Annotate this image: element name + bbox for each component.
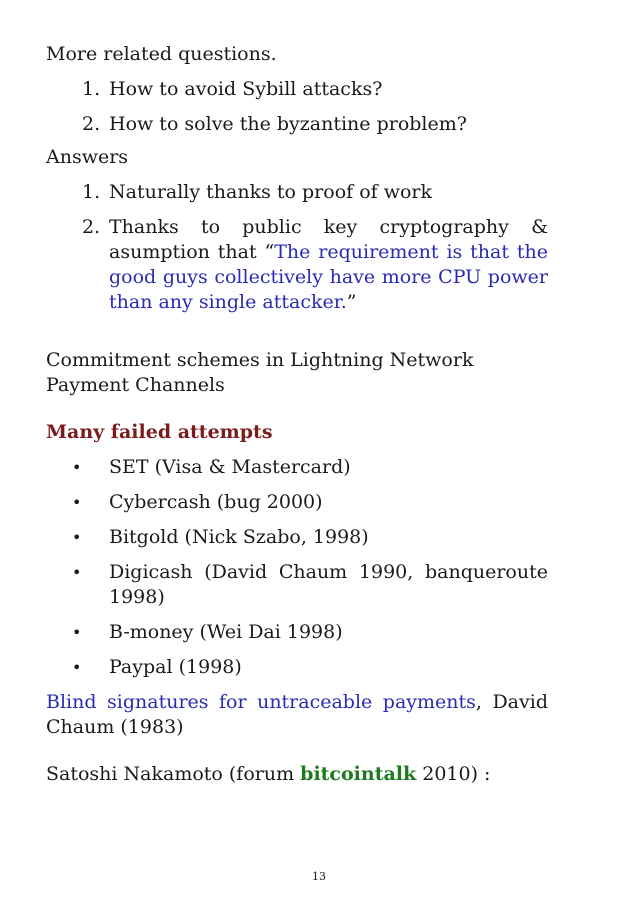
intro-text: More related questions. <box>46 43 277 65</box>
list-item <box>46 215 548 315</box>
blind-signatures-link[interactable]: Blind signatures for untraceable payments <box>46 691 476 713</box>
failed-attempts-list <box>46 455 548 680</box>
commitment-line-2: Payment Channels <box>46 374 225 396</box>
answer-text: Naturally thanks to proof of work <box>109 181 433 203</box>
list-item <box>46 620 548 645</box>
satoshi-text-after: 2010) : <box>416 763 491 785</box>
list-item <box>46 112 548 137</box>
answers-heading: Answers <box>46 146 129 168</box>
list-number: 1. <box>82 181 101 203</box>
list-item <box>46 560 548 610</box>
attempt-text: Digicash (David Chaum 1990, banqueroute 1998) <box>109 561 548 608</box>
bullet-icon: • <box>72 493 82 512</box>
list-item <box>46 77 548 102</box>
satoshi-paragraph <box>46 762 548 787</box>
quote-open: “ <box>264 241 275 263</box>
bullet-icon: • <box>72 563 82 582</box>
bullet-icon: • <box>72 623 82 642</box>
blind-signatures-author: , David Chaum (1983) <box>46 691 548 738</box>
question-text: How to avoid Sybill attacks? <box>109 78 383 100</box>
questions-list <box>46 77 548 137</box>
list-item <box>46 525 548 550</box>
answer-text: Thanks to public key cryptography & asumption that <box>109 216 548 263</box>
list-number: 2. <box>82 113 101 135</box>
answers-list <box>46 180 548 315</box>
attempt-text: SET (Visa & Mastercard) <box>109 456 351 478</box>
document-page <box>46 42 548 787</box>
satoshi-text-before: Satoshi Nakamoto (forum <box>46 763 301 785</box>
attempt-text: Bitgold (Nick Szabo, 1998) <box>109 526 369 548</box>
bullet-icon: • <box>72 658 82 677</box>
list-item <box>46 180 548 205</box>
bullet-icon: • <box>72 458 82 477</box>
quote-close: ” <box>346 291 357 313</box>
bullet-icon: • <box>72 528 82 547</box>
question-text: How to solve the byzantine problem? <box>109 113 467 135</box>
commitment-line-1: Commitment schemes in Lightning Network <box>46 349 474 371</box>
list-number: 2. <box>82 216 101 238</box>
list-number: 1. <box>82 78 101 100</box>
attempt-text: Paypal (1998) <box>109 656 242 678</box>
page-number: 13 <box>312 870 326 883</box>
list-item <box>46 490 548 515</box>
satoshi-quote: The requirement is that the good guys collectively have more CPU power than any single attacker. <box>109 241 549 313</box>
list-item <box>46 655 548 680</box>
failed-attempts-heading: Many failed attempts <box>46 421 273 443</box>
list-item <box>46 455 548 480</box>
attempt-text: Cybercash (bug 2000) <box>109 491 323 513</box>
bitcointalk-link[interactable]: bitcointalk <box>300 763 417 785</box>
blind-signatures-paragraph <box>46 690 548 740</box>
attempt-text: B-money (Wei Dai 1998) <box>109 621 343 643</box>
